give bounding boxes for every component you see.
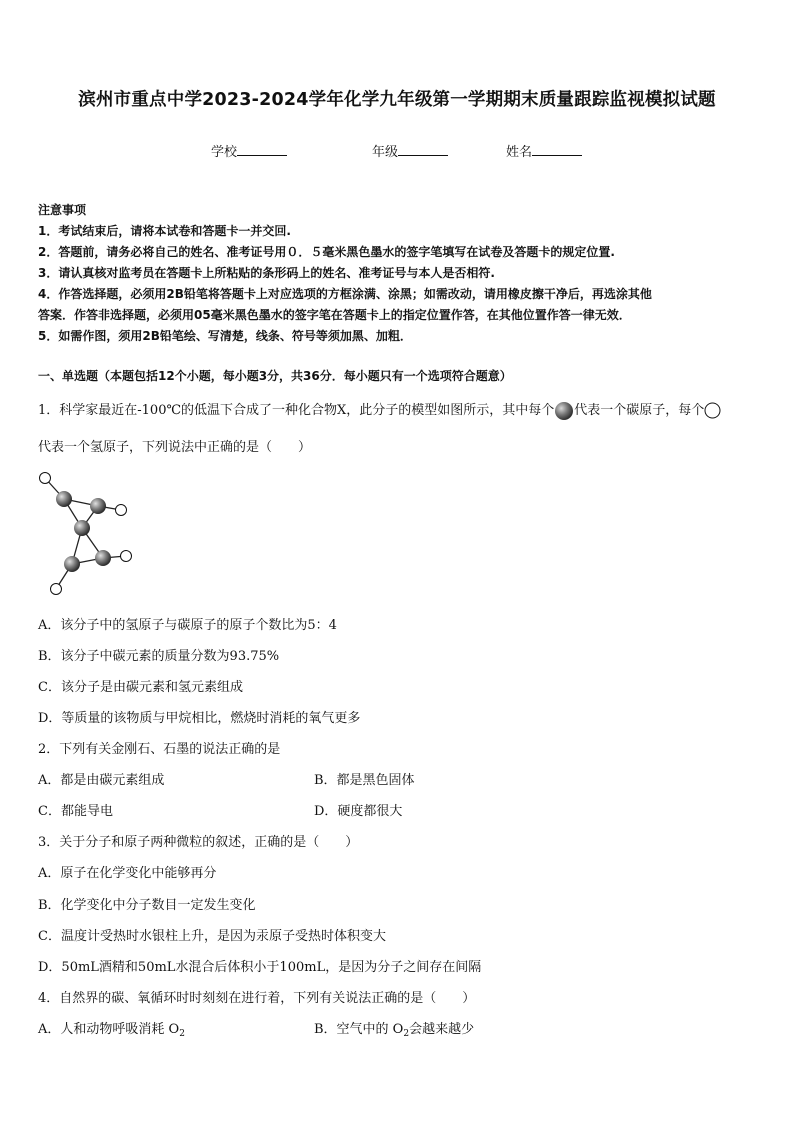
hydrogen-atom-icon xyxy=(40,473,51,484)
q4-option-b-tail: 会越来越少 xyxy=(409,1022,475,1037)
notice-heading: 注意事项 xyxy=(38,203,87,217)
q4-option-b-text: B．空气中的 O xyxy=(314,1022,404,1037)
name-blank[interactable] xyxy=(532,143,582,156)
exam-title: 滨州市重点中学2023-2024学年化学九年级第一学期期末质量跟踪监视模拟试题 xyxy=(78,90,716,110)
notice-item: 4．作答选择题，必须用2B铅笔将答题卡上对应选项的方框涂满、涂黑；如需改动，请用橡皮擦干净后，再选涂其他 xyxy=(38,287,652,301)
q1-option-b[interactable]: B．该分子中碳元素的质量分数为93.75% xyxy=(38,649,280,664)
q4-option-a-subscript: 2 xyxy=(179,1029,185,1039)
hydrogen-atom-icon xyxy=(116,505,127,516)
notice-block xyxy=(38,200,760,347)
notice-item: 答案．作答非选择题，必须用05毫米黑色墨水的签字笔在答题卡上的指定位置作答，在其他位置作答一律无效． xyxy=(38,308,631,322)
carbon-atom-icon xyxy=(74,520,90,536)
q4-option-a-text: A．人和动物呼吸消耗 O xyxy=(38,1022,180,1037)
q2-option-b[interactable]: B．都是黑色固体 xyxy=(314,773,415,788)
grade-field[interactable] xyxy=(372,141,448,160)
q4-option-b[interactable] xyxy=(314,1018,474,1039)
q1-stem-part-b: 代表一个碳原子，每个 xyxy=(574,403,705,418)
notice-item: 3．请认真核对监考员在答题卡上所粘贴的条形码上的姓名、准考证号与本人是否相符. xyxy=(38,266,495,280)
notice-item: 1．考试结束后，请将本试卷和答题卡一并交回. xyxy=(38,224,291,238)
q2-option-a[interactable]: A．都是由碳元素组成 xyxy=(38,773,165,788)
q1-stem-part-a: 1．科学家最近在-100℃的低温下合成了一种化合物X，此分子的模型如图所示，其中每个 xyxy=(38,403,555,418)
q4-option-a[interactable] xyxy=(38,1018,185,1039)
carbon-atom-icon xyxy=(554,401,574,421)
hydrogen-atom-icon xyxy=(121,551,132,562)
q3-option-c[interactable]: C．温度计受热时水银柱上升，是因为汞原子受热时体积变大 xyxy=(38,929,386,944)
carbon-atom-icon xyxy=(64,556,80,572)
q3-option-d[interactable]: D．50mL酒精和50mL水混合后体积小于100mL，是因为分子之间存在间隔 xyxy=(38,960,482,975)
q3-option-b[interactable]: B．化学变化中分子数目一定发生变化 xyxy=(38,898,256,913)
grade-label: 年级 xyxy=(372,145,399,160)
q3-option-a[interactable]: A．原子在化学变化中能够再分 xyxy=(38,866,217,881)
q1-option-a[interactable]: A．该分子中的氢原子与碳原子的原子个数比为5：4 xyxy=(38,618,337,633)
q1-stem-line1 xyxy=(38,399,768,421)
q4-option-b-subscript: 2 xyxy=(403,1029,410,1039)
hydrogen-atom-icon xyxy=(51,584,62,595)
q1-option-d[interactable]: D．等质量的该物质与甲烷相比，燃烧时消耗的氧气更多 xyxy=(38,711,361,726)
name-label: 姓名 xyxy=(506,145,533,160)
school-field[interactable] xyxy=(211,141,287,160)
carbon-atom-icon xyxy=(56,491,72,507)
school-blank[interactable] xyxy=(237,143,287,156)
carbon-atom-icon xyxy=(95,550,111,566)
school-label: 学校 xyxy=(211,145,238,160)
molecule-model-diagram xyxy=(36,468,136,598)
q1-option-c[interactable]: C．该分子是由碳元素和氢元素组成 xyxy=(38,680,243,695)
q2-option-c[interactable]: C．都能导电 xyxy=(38,804,113,819)
section-heading: 一、单选题（本题包括12个小题，每小题3分，共36分．每小题只有一个选项符合题意） xyxy=(38,369,512,383)
hydrogen-atom-icon xyxy=(704,402,721,419)
q2-stem: 2．下列有关金刚石、石墨的说法正确的是 xyxy=(38,742,281,757)
q4-stem: 4．自然界的碳、氧循环时时刻刻在进行着，下列有关说法正确的是（ ） xyxy=(38,991,476,1006)
q3-stem: 3．关于分子和原子两种微粒的叙述，正确的是（ ） xyxy=(38,835,359,850)
notice-item: 2．答题前，请务必将自己的姓名、准考证号用０．５毫米黑色墨水的签字笔填写在试卷及答题卡的规定位置. xyxy=(38,245,615,259)
carbon-atom-icon xyxy=(90,498,106,514)
notice-item: 5．如需作图，须用2B铅笔绘、写清楚，线条、符号等须加黑、加粗． xyxy=(38,329,412,343)
q2-option-d[interactable]: D．硬度都很大 xyxy=(314,804,403,819)
q1-stem-line2: 代表一个氢原子，下列说法中正确的是（ ） xyxy=(38,440,312,455)
name-field[interactable] xyxy=(506,141,582,160)
grade-blank[interactable] xyxy=(398,143,448,156)
